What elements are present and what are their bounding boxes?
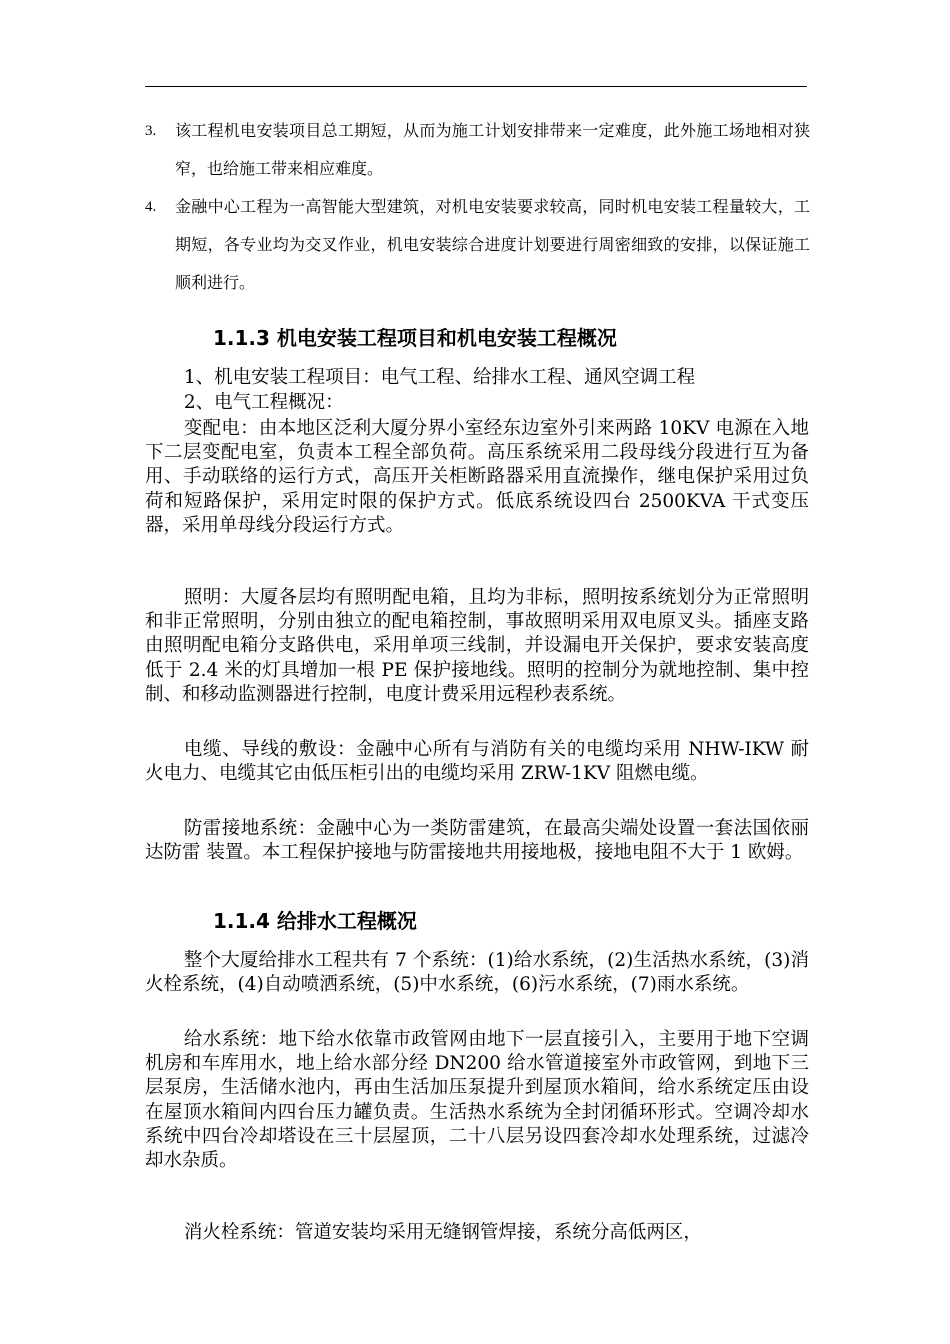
list-text: 该工程机电安装项目总工期短，从而为施工计划安排带来一定难度，此外施工场地相对狭窄，也给施工带来相应难度。 [175,121,810,178]
list-item [145,112,810,188]
paragraph-fire-hydrant: 消火栓系统：管道安装均采用无缝钢管焊接，系统分高低两区， [183,1222,702,1243]
list-text: 金融中心工程为一高智能大型建筑，对机电安装要求较高，同时机电安装工程量较大，工期短，各专业均为交叉作业，机电安装综合进度计划要进行周密细致的安排，以保证施工顺利进行。 [175,197,810,292]
paragraph-electrical-overview: 2、电气工程概况： [183,392,344,413]
paragraph-water-overview: 整个大厦给排水工程共有 7 个系统：(1)给水系统，(2)生活热水系统，(3)消火栓系统，(4)自动喷洒系统，(5)中水系统，(6)污水系统，(7)雨水系统。 [145,950,809,996]
paragraph-lightning-protection: 防雷接地系统：金融中心为一类防雷建筑，在最高尖端处设置一套法国依丽达防雷 装置。本工程保护接地与防雷接地共用接地极，接地电阻不大于 1 欧姆。 [145,818,809,864]
paragraph-project-items: 1、机电安装工程项目：电气工程、给排水工程、通风空调工程 [183,367,696,388]
paragraph-power-distribution: 变配电：由本地区泛利大厦分界小室经东边室外引来两路 10KV 电源在入地下二层变配电室，负责本工程全部负荷。高压系统采用二段母线分段进行互为备用、手动联络的运行方式，高压开关柜断路器采用直流操作，继电保护采用过负荷和短路保护，采用定时限的保护方式。低底系统设四台 2500KVA 干式变压器，采用单母线分段运行方式。 [145,418,809,536]
header-rule [145,86,807,87]
section-heading: 1.1.4 给排水工程概况 [213,909,417,933]
numbered-list [145,112,810,302]
list-number: 3. [145,123,157,139]
paragraph-lighting: 照明：大厦各层均有照明配电箱，且均为非标，照明按系统划分为正常照明和非正常照明，分别由独立的配电箱控制，事故照明采用双电原叉头。插座支路由照明配电箱分支路供电，采用单项三线制，并设漏电开关保护，要求安装高度低于 2.4 米的灯具增加一根 PE 保护接地线。照明的控制分为就地控制、集中控制、和移动监测器进行控制，电度计费采用远程秒表系统。 [145,587,809,705]
section-heading: 1.1.3 机电安装工程项目和机电安装工程概况 [213,326,617,350]
paragraph-water-supply: 给水系统：地下给水依靠市政管网由地下一层直接引入，主要用于地下空调机房和车库用水，地上给水部分经 DN200 给水管道接室外市政管网，到地下三层泵房，生活储水池内，再由生活加压泵提升到屋顶水箱间，给水系统定压由设在屋顶水箱间内四台压力罐负责。生活热水系统为全封闭循环形式。空调冷却水系统中四台冷却塔设在三十层屋顶，二十八层另设四套冷却水处理系统，过滤冷却水杂质。 [145,1029,809,1172]
paragraph-cables: 电缆、导线的敷设：金融中心所有与消防有关的电缆均采用 NHW-IKW 耐火电力、电缆其它由低压柜引出的电缆均采用 ZRW-1KV 阻燃电缆。 [145,739,809,785]
list-item [145,188,810,302]
list-number: 4. [145,199,157,215]
